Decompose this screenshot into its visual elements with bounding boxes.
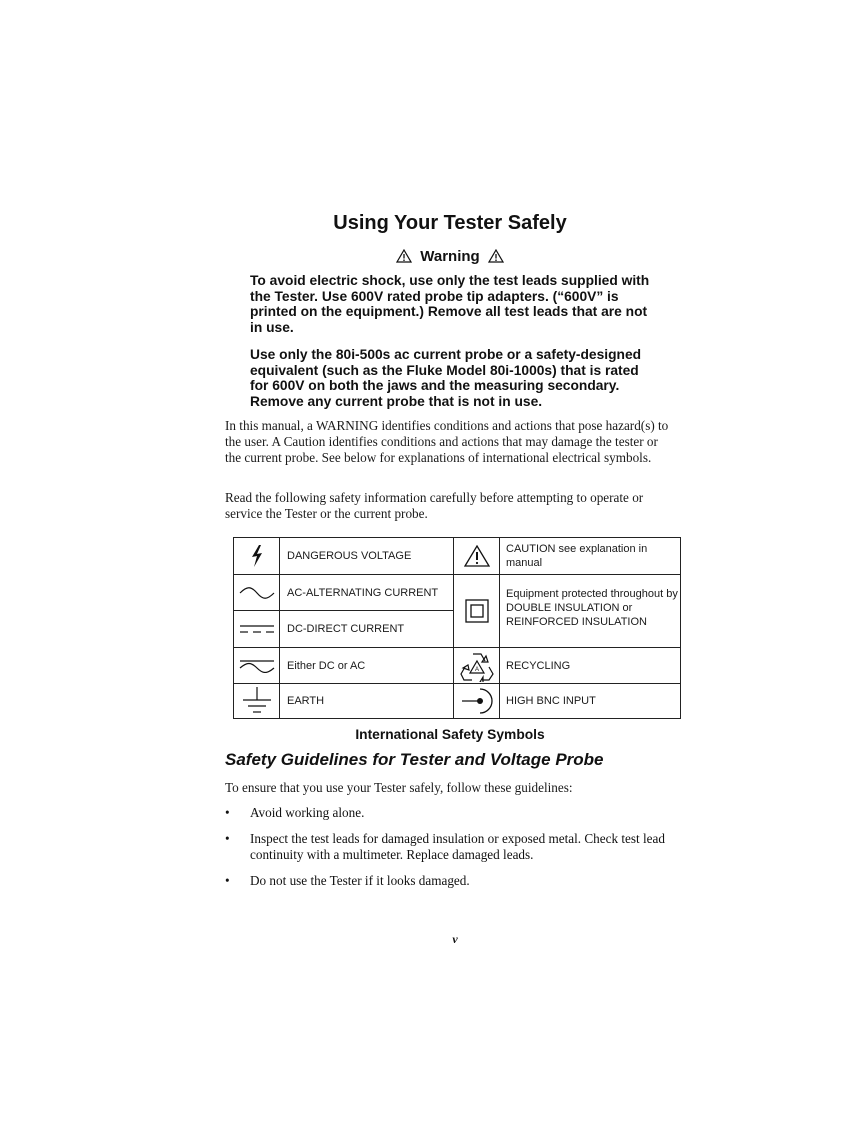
symbol-cell <box>454 648 500 684</box>
safety-symbols-table <box>233 537 681 719</box>
symbol-label: Equipment protected throughout by DOUBLE INSULATION or REINFORCED INSULATION <box>500 575 681 648</box>
list-item-text: Avoid working alone. <box>250 805 365 820</box>
page-number: v <box>452 932 458 946</box>
page-title: Using Your Tester Safely <box>333 212 567 234</box>
guidelines-list <box>225 805 685 899</box>
bnc-input-icon <box>461 687 493 715</box>
warning-paragraph: Use only the 80i-500s ac current probe or a safety-designed equivalent (such as the Fluke Model 80i-1000s) that is rated for 600V on both the jaws and the measuring secondary. Remove any current probe that is not in use. <box>250 347 642 409</box>
symbol-label: EARTH <box>280 684 454 719</box>
earth-ground-icon <box>242 686 272 716</box>
table-caption: International Safety Symbols <box>355 727 545 742</box>
symbol-label: Either DC or AC <box>280 648 454 684</box>
intro-paragraph: In this manual, a WARNING identifies conditions and actions that pose hazard(s) to the user. A Caution identifies conditions and actions that may damage the tester or the current probe. See below for explanations of international electrical symbols. <box>225 418 669 465</box>
symbol-label: AC-ALTERNATING CURRENT <box>280 575 454 611</box>
svg-text:A: A <box>474 666 479 673</box>
symbol-cell <box>454 684 500 719</box>
symbol-cell <box>234 648 280 684</box>
list-item-text: Do not use the Tester if it looks damaged. <box>250 873 470 888</box>
section-intro: To ensure that you use your Tester safely, follow these guidelines: <box>225 780 573 795</box>
symbol-cell <box>234 538 280 575</box>
bullet-icon: • <box>225 805 230 820</box>
caution-icon <box>464 545 490 567</box>
list-item <box>225 831 685 863</box>
symbol-label: DANGEROUS VOLTAGE <box>280 538 454 575</box>
warning-triangle-icon <box>488 249 504 263</box>
symbol-label: RECYCLING <box>500 648 681 684</box>
dangerous-voltage-icon <box>248 544 266 568</box>
list-item-text: Inspect the test leads for damaged insulation or exposed metal. Check test lead continuity with a multimeter. Replace damaged leads. <box>250 831 665 862</box>
double-insulation-icon <box>465 599 489 623</box>
bullet-icon: • <box>225 873 230 888</box>
warning-triangle-icon <box>396 249 412 263</box>
list-item <box>225 873 685 889</box>
recycling-icon <box>460 650 494 682</box>
symbol-cell <box>454 575 500 648</box>
symbol-cell <box>234 575 280 611</box>
symbol-cell <box>454 538 500 575</box>
intro-paragraph: Read the following safety information carefully before attempting to operate or service the Tester or the current probe. <box>225 490 644 521</box>
symbol-cell <box>234 611 280 648</box>
symbol-cell <box>234 684 280 719</box>
warning-heading <box>0 248 866 265</box>
dc-icon <box>239 624 275 634</box>
ac-wave-icon <box>239 587 275 599</box>
bullet-icon: • <box>225 831 230 846</box>
section-heading: Safety Guidelines for Tester and Voltage Probe <box>225 750 604 769</box>
symbol-label: CAUTION see explanation in manual <box>500 538 681 575</box>
warning-heading-text: Warning <box>420 248 480 265</box>
warning-paragraph: To avoid electric shock, use only the test leads supplied with the Tester. Use 600V rated probe tip adapters. (“600V” is printed on the equipment.) Remove all test leads that are not in use. <box>250 273 650 335</box>
ac-dc-icon <box>239 659 275 673</box>
symbol-label: HIGH BNC INPUT <box>500 684 681 719</box>
list-item <box>225 805 685 821</box>
symbol-label: DC-DIRECT CURRENT <box>280 611 454 648</box>
